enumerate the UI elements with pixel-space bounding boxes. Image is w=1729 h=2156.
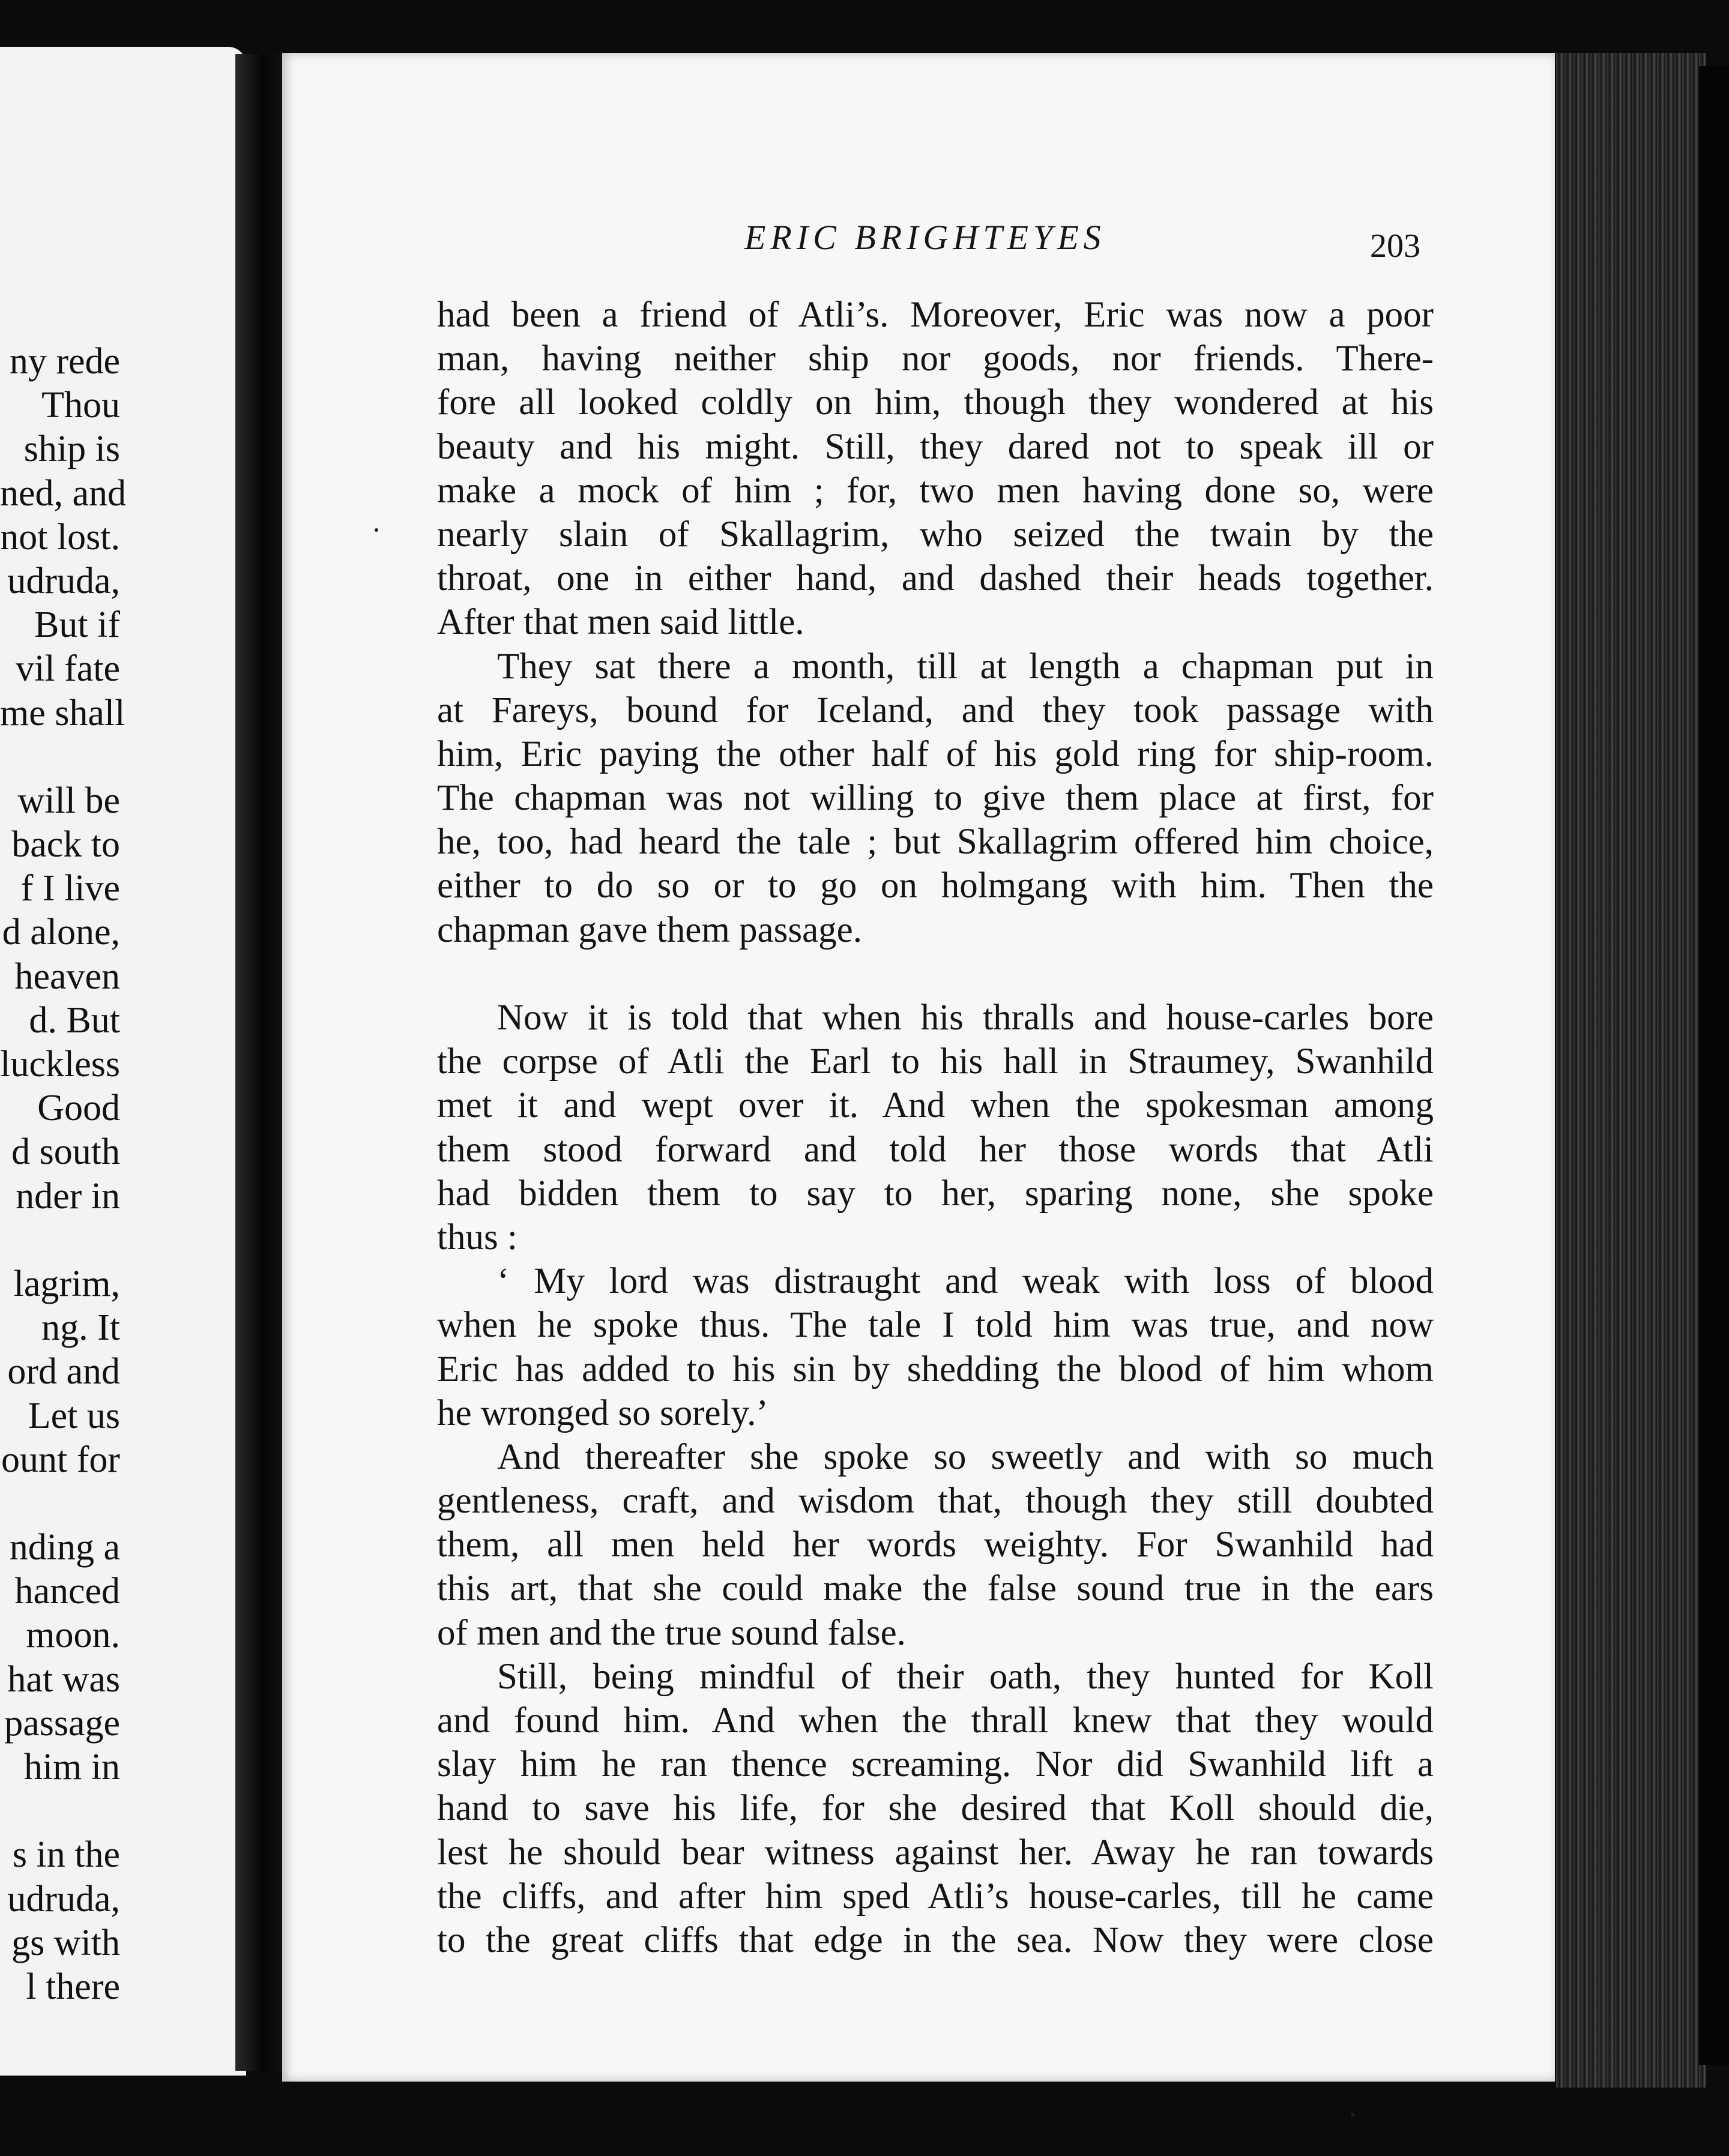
text-line: either to do so or to go on holmgang with him. Then the [437,866,1434,906]
left-text-fragment: udruda, [7,560,120,601]
fore-edge [1556,53,1706,2088]
text-line: this art, that she could make the false sound true in the ears [437,1568,1434,1609]
text-line: Now it is told that when his thralls and house-carles bore [497,998,1434,1038]
left-text-fragment: d alone, [2,912,120,953]
left-text-fragment: lagrim, [13,1263,120,1304]
text-line: had been a friend of Atli’s. Moreover, Eric was now a poor [437,295,1434,335]
text-line: the cliffs, and after him sped Atli’s house-carles, till he came [437,1876,1434,1917]
left-text-fragment: moon. [26,1615,120,1656]
left-text-fragment: ny rede [9,341,120,382]
fore-edge-shadow [1699,66,1729,2065]
text-line: throat, one in either hand, and dashed their heads together. [437,558,1434,599]
text-line: had bidden them to say to her, sparing none, she spoke [437,1173,1434,1214]
text-line: hand to save his life, for she desired that Koll should die, [437,1788,1434,1829]
text-line: thus : [437,1217,517,1257]
left-text-fragment: not lost. [0,516,120,558]
text-line: when he spoke thus. The tale I told him was true, and now [437,1305,1434,1346]
left-text-fragment: But if [34,604,120,646]
left-text-fragment: d. But [29,999,120,1041]
left-text-fragment: Let us [28,1395,120,1436]
left-text-fragment: nder in [16,1175,120,1217]
left-text-fragment: nding a [9,1527,120,1568]
text-line: and found him. And when the thrall knew that they would [437,1700,1434,1741]
left-text-fragment: l there [26,1966,120,2007]
text-line: nearly slain of Skallagrim, who seized the twain by the [437,514,1434,555]
speck [1351,2113,1354,2116]
text-line: man, having neither ship nor goods, nor friends. There- [437,339,1434,379]
left-text-fragment: him in [23,1747,120,1787]
text-line: of men and the true sound false. [437,1612,906,1653]
text-line: at Fareys, bound for Iceland, and they took passage with [437,690,1434,730]
text-line: The chapman was not willing to give them place at first, for [437,778,1434,819]
page-number: 203 [1370,227,1420,265]
text-line: he, too, had heard the tale ; but Skallagrim offered him choice, [437,822,1434,863]
left-text-fragment [0,1218,120,1262]
left-page-text [0,340,127,2009]
text-line: After that men said little. [437,602,804,643]
left-text-fragment: s in the [12,1834,120,1876]
text-line: ‘ My lord was distraught and weak with loss of blood [497,1261,1434,1302]
text-line: the corpse of Atli the Earl to his hall in Straumey, Swanhild [437,1041,1434,1082]
body-text [437,293,1434,1962]
text-line: make a mock of him ; for, two men having done so, were [437,470,1434,511]
left-text-fragment: Good [37,1088,120,1129]
text-line: Eric has added to his sin by shedding the blood of him whom [437,1349,1434,1390]
left-text-fragment: ord and [7,1351,120,1393]
left-text-fragment: gs with [11,1922,120,1963]
left-text-fragment: ng. It [41,1307,120,1349]
left-text-fragment: vil fate [16,648,120,690]
left-text-fragment: ship is [23,429,120,470]
left-page [0,47,246,2076]
text-line: him, Eric paying the other half of his gold ring for ship-room. [437,733,1434,774]
text-line: them stood forward and told her those words that Atli [437,1129,1434,1170]
left-text-fragment: hat was [7,1658,120,1700]
speck [375,528,378,532]
left-text-fragment: me shall [0,692,125,733]
text-line: slay him he ran thence screaming. Nor did Swanhild lift a [437,1744,1434,1785]
left-text-fragment: ned, and [0,472,127,514]
left-text-fragment [0,1482,120,1526]
left-text-fragment: back to [11,824,120,866]
left-text-fragment: ount for [1,1439,120,1480]
text-line: lest he should bear witness against her. Away he ran towards [437,1832,1434,1873]
left-text-fragment: f I live [20,868,120,909]
section-break [437,952,1434,996]
text-line: to the great cliffs that edge in the sea. Now they were close [437,1920,1434,1960]
text-line: met it and wept over it. And when the spokesman among [437,1085,1434,1126]
text-line: Still, being mindful of their oath, they hunted for Koll [497,1656,1434,1697]
text-line: he wronged so sorely.’ [437,1393,768,1433]
left-text-fragment: hanced [14,1571,120,1612]
left-text-fragment [0,1789,120,1833]
text-line: And thereafter she spoke so sweetly and with so much [497,1436,1434,1477]
text-line: They sat there a month, till at length a chapman put in [497,646,1434,687]
text-line: fore all looked coldly on him, though they wondered at his [437,382,1434,423]
left-text-fragment [0,735,120,779]
text-line: gentleness, craft, and wisdom that, though they still doubted [437,1481,1434,1522]
left-text-fragment: heaven [14,956,120,997]
text-line: beauty and his might. Still, they dared not to speak ill or [437,426,1434,467]
left-text-fragment: passage [4,1702,120,1744]
running-head: ERIC BRIGHTEYES [744,218,1106,257]
left-text-fragment: Thou [41,385,120,426]
left-text-fragment: udruda, [7,1878,120,1920]
left-text-fragment: will be [17,780,120,821]
left-text-fragment: luckless [0,1044,120,1085]
left-text-fragment: d south [11,1131,120,1173]
text-line: them, all men held her words weighty. For Swanhild had [437,1525,1434,1565]
text-line: chapman gave them passage. [437,909,862,950]
